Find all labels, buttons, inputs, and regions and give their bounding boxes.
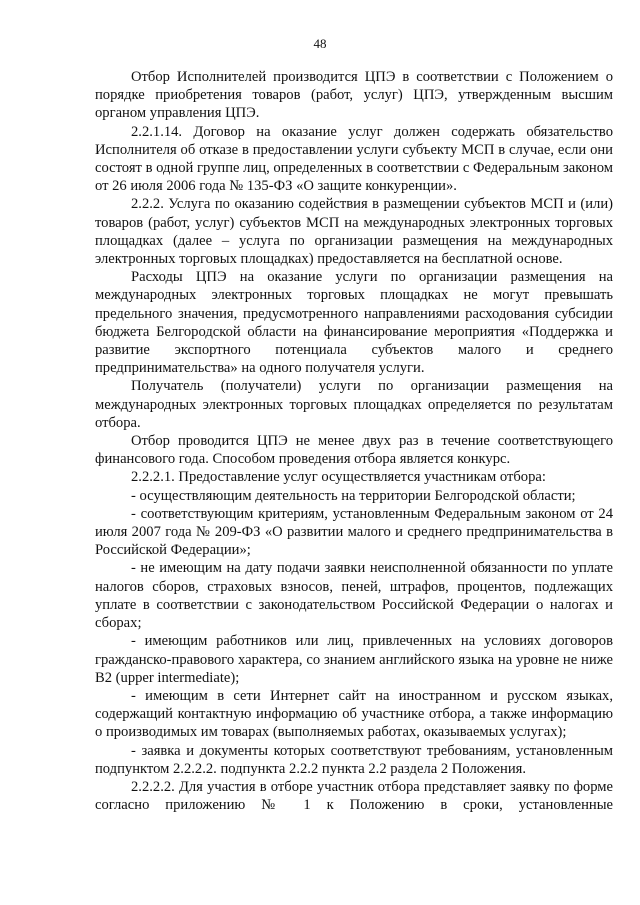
paragraph-2-2-2-2: 2.2.2.2. Для участия в отборе участник отбора представляет заявку по форме согласно приложению № 1 к Положению в сроки, установленные [95, 778, 613, 814]
list-item-territory: - осуществляющим деятельность на территории Белгородской области; [131, 487, 576, 504]
document-body [95, 68, 613, 814]
page-number: 48 [313, 36, 327, 51]
list-item-english-staff: - имеющим работников или лиц, привлеченных на условиях договоров гражданско-правового характера, со знанием английского языка на уровне не ниже В2 (upper intermediate); [95, 633, 613, 686]
paragraph-selection-procedure: Отбор Исполнителей производится ЦПЭ в соответствии с Положением о порядке приобретения товаров (работ, услуг) ЦПЭ, утвержденным высшим органом управления ЦПЭ. [95, 69, 613, 122]
list-item-criteria: - соответствующим критериям, установленным Федеральным законом от 24 июля 2007 года № 209-ФЗ «О развитии малого и среднего предпринимательства в Российской Федерации»; [95, 505, 613, 559]
paragraph-expenses: Расходы ЦПЭ на оказание услуги по организации размещения на международных электронных торговых площадках не могут превышать предельного значения, предусмотренного направлениями расходования субсидии бюджета Белгородской области на финансирование мероприятия «Поддержка и развитие экспортного потенциала субъектов малого и среднего предпринимательства» на одного получателя услуги. [95, 269, 613, 377]
paragraph-2-2-2: 2.2.2. Услуга по оказанию содействия в размещении субъектов МСП и (или) товаров (работ, услуг) субъектов МСП на международных электронных торговых площадках (далее – услуга по организации размещения на международных электронных торговых площадках) предоставляется на бесплатной основе. [95, 196, 613, 268]
list-item-application: - заявка и документы которых соответствуют требованиям, установленным подпунктом 2.2.2.2. подпункта 2.2.2 пункта 2.2 раздела 2 Положения. [95, 742, 613, 777]
list-item-website: - имеющим в сети Интернет сайт на иностранном и русском языках, содержащий контактную информацию об участнике отбора, а также информацию о производимых им товарах (выполняемых работах, оказываемых услугах); [95, 687, 613, 741]
paragraph-2-2-1-14: 2.2.1.14. Договор на оказание услуг должен содержать обязательство Исполнителя об отказе в предоставлении услуги субъекту МСП в случае, если они состоят в одной группе лиц, определенных в соответствии с Федеральным законом от 26 июля 2006 года № 135-ФЗ «О защите конкуренции». [95, 123, 613, 195]
list-item-no-debts: - не имеющим на дату подачи заявки неисполненной обязанности по уплате налогов сборов, страховых взносов, пеней, штрафов, процентов, подлежащих уплате в соответствии с законодательством Российской Федерации о налогах и сборах; [95, 560, 613, 632]
paragraph-2-2-2-1: 2.2.2.1. Предоставление услуг осуществляется участникам отбора: [131, 469, 546, 486]
paragraph-recipients: Получатель (получатели) услуги по организации размещения на международных электронных торговых площадках определяется по результатам отбора. [95, 378, 613, 431]
paragraph-selection-frequency: Отбор проводится ЦПЭ не менее двух раз в течение соответствующего финансового года. Способом проведения отбора является конкурс. [95, 433, 613, 468]
